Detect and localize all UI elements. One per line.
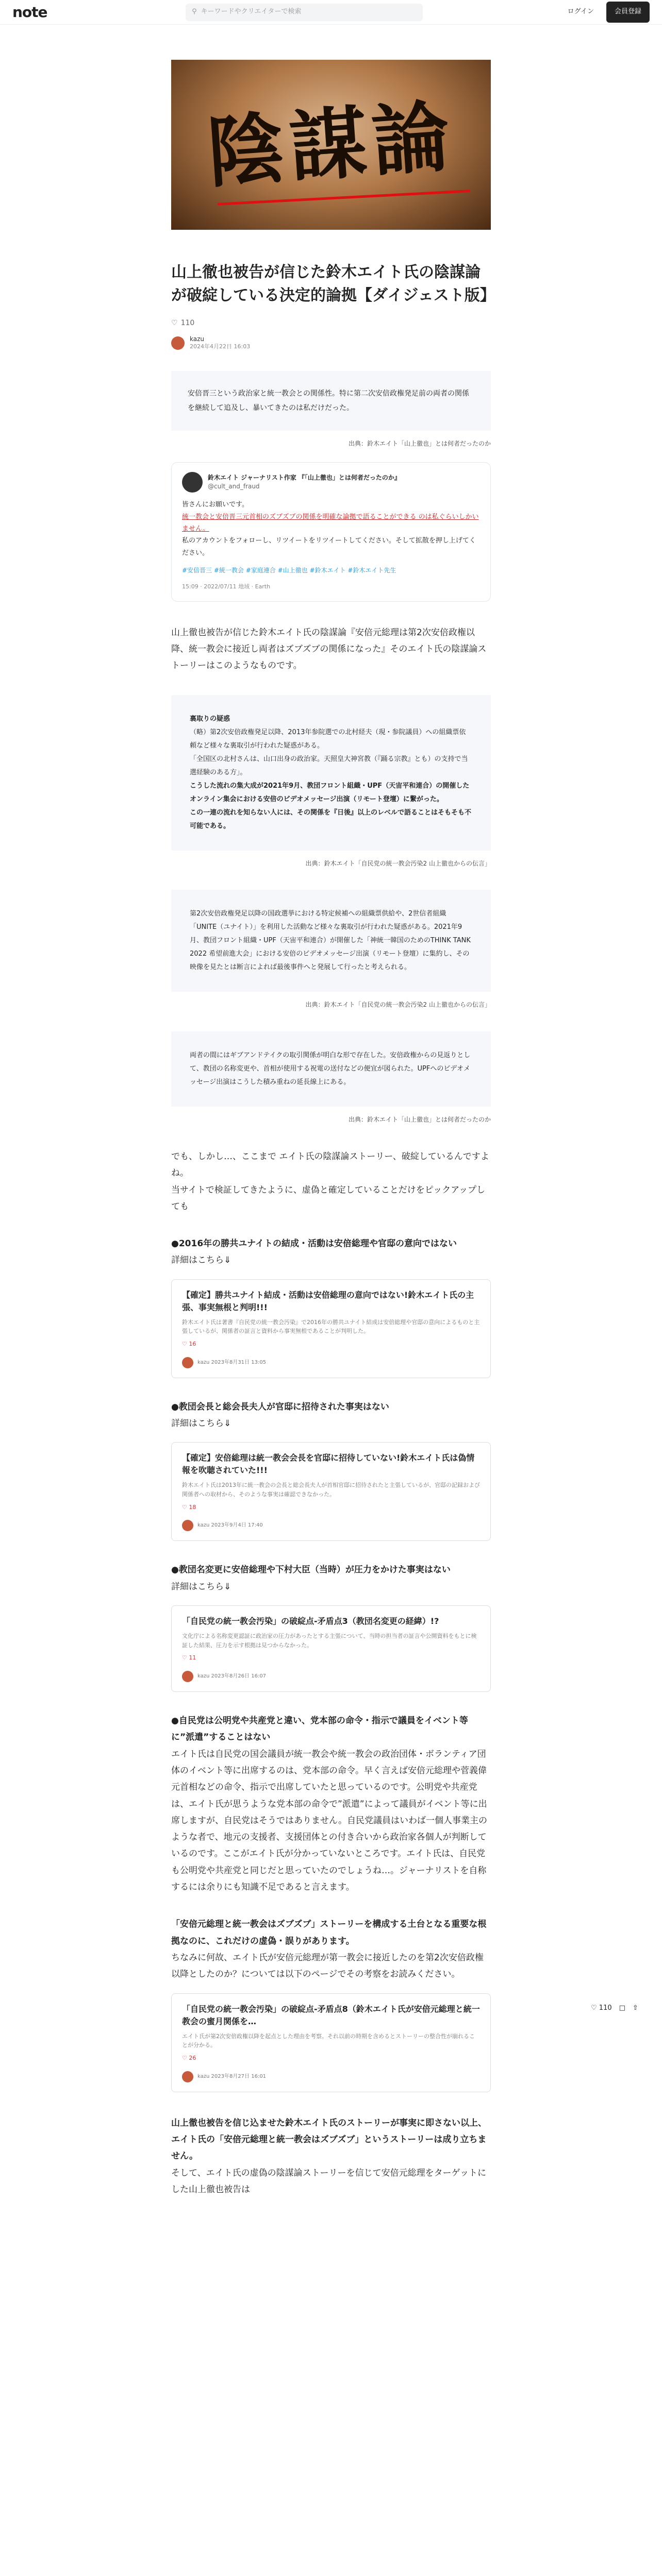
section-heading: ●自民党は公明党や共産党と違い、党本部の命令・指示で議員をイベント等に”派遣”することはない xyxy=(171,1716,468,1743)
card-title: 【確定】勝共ユナイト結成・活動は安倍総理の意向ではない!鈴木エイト氏の主張、事実無根と判明!!! xyxy=(182,1290,474,1312)
card-likes: ♡ 16 xyxy=(182,1340,196,1347)
conclusion-bold: 山上徹也被告を信じ込ませた鈴木エイト氏のストーリーが事実に即さない以上、エイト氏の「安倍元総理と統一教会はズブズブ」というストーリーは成り立ちません。 xyxy=(171,2117,487,2162)
card-footer xyxy=(182,1357,480,1368)
author-name: kazu xyxy=(190,335,204,343)
article-card[interactable] xyxy=(171,1279,491,1378)
embedded-tweet[interactable] xyxy=(171,462,491,601)
quote-heading: 裏取りの疑惑 xyxy=(190,715,230,723)
search-icon: ⚲ xyxy=(192,8,197,16)
card-likes: ♡ 18 xyxy=(182,1503,196,1511)
card-meta: kazu 2023年8月31日 13:05 xyxy=(197,1359,267,1365)
card-description: 鈴木エイト氏は著書『自民党の統一教会汚染』で2016年の勝共ユナイト結成は安倍総理や官邸の意向によるものと主張しているが、関係者の証言と資料から事実無根であることが判明した。 xyxy=(182,1318,480,1335)
article-title: 山上徹也被告が信じた鈴木エイト氏の陰謀論が破綻している決定的論拠【ダイジェスト版】 xyxy=(171,263,495,304)
card-footer xyxy=(182,2071,480,2082)
card-likes: ♡ 26 xyxy=(182,2054,196,2061)
article-main xyxy=(171,60,495,2198)
share-icon[interactable]: ⇧ xyxy=(632,2004,638,2012)
tweet-avatar xyxy=(182,472,203,493)
card-meta: kazu 2023年8月26日 16:07 xyxy=(197,1673,267,1680)
hero-image-text: 陰謀論 xyxy=(204,90,458,199)
article-card[interactable] xyxy=(171,1993,491,2092)
site-header xyxy=(0,0,662,25)
like-count: 110 xyxy=(180,319,195,327)
details-link[interactable]: 詳細はこちら⇓ xyxy=(171,1255,231,1266)
tweet-handle: @cult_and_fraud xyxy=(208,483,260,490)
avatar xyxy=(171,336,185,350)
card-footer xyxy=(182,1520,480,1531)
card-meta: kazu 2023年8月27日 16:01 xyxy=(197,2073,267,2079)
card-title: 「自民党の統一教会汚染」の破綻点-矛盾点3（教団名変更の経緯）!? xyxy=(182,1616,439,1626)
quote-cite: 出典：鈴木エイト「自民党の統一教会汚染2 山上徹也からの伝言」 xyxy=(305,859,491,867)
tweet-timestamp: 15:09 · 2022/07/11 地域 · Earth xyxy=(182,583,271,590)
tweet-line: 皆さんにお願いです。 xyxy=(182,501,249,509)
quote-text: 両者の間にはギブアンドテイクの取引関係が明白な形で存在した。安倍政権からの見返りとして、教団の名称変更や、首相が使用する祝電の送付などの便宜が図られた。UPFへのビデオメッセージ出演はこうした積み重ねの延長線上にある。 xyxy=(190,1052,471,1087)
quote-cite: 出典：鈴木エイト「山上徹也」とは何者だったのか xyxy=(348,1116,491,1124)
section-heading: 「安倍元総理と統一教会はズブズブ」ストーリーを構成する土台となる重要な根拠なのに、これだけの虚偽・誤りがあります。 xyxy=(171,1919,487,1946)
quote-cite: 出典：鈴木エイト「自民党の統一教会汚染2 山上徹也からの伝言」 xyxy=(305,1001,491,1009)
heart-icon: ♡ xyxy=(171,319,178,327)
section-heading: ●教団会長と総会長夫人が官邸に招待された事実はない xyxy=(171,1401,389,1412)
avatar xyxy=(182,1671,193,1682)
publish-date: 2024年4月22日 16:03 xyxy=(190,343,251,350)
card-footer xyxy=(182,1671,480,1682)
details-link[interactable]: 詳細はこちら⇓ xyxy=(171,1418,231,1429)
intro-paragraph: 山上徹也被告が信じた鈴木エイト氏の陰謀論『安倍元総理は第2次安倍政権以降、統一教会に接近し両者はズブズブの関係になった』そのエイト氏の陰謀論ストーリーはこのようなものです。 xyxy=(171,627,487,671)
hero-image xyxy=(171,60,491,230)
evidence-section xyxy=(171,1562,491,1692)
quote-text: （略）第2次安倍政権発足以降、2013年参院選での北村経夫（現・参院議員）への組織票依頼など様々な裏取引が行われた疑惑がある。 xyxy=(190,728,466,750)
tweet-line: 私のアカウントをフォローし、リツイートをリツイートしてください。そして拡散を押し上げてください。 xyxy=(182,537,476,557)
article-card[interactable] xyxy=(171,1605,491,1692)
author-block[interactable] xyxy=(171,335,491,351)
quote-text: こうした流れの集大成が2021年9月、教団フロント組織・UPF（天宙平和連合）の開催したオンライン集会における安倍のビデオメッセージ出演（リモート登壇）に繋がった。 xyxy=(190,782,470,803)
card-description: エイト氏が第2次安倍政権以降を起点とした理由を考察。それ以前の時期を含めるとストーリーの整合性が崩れることが分かる。 xyxy=(182,2032,475,2049)
card-title: 「自民党の統一教会汚染」の破綻点-矛盾点8（鈴木エイト氏が安倍元総理と統一教会の蜜月関係を… xyxy=(182,2004,480,2026)
conclusion-text: そして、エイト氏の虚偽の陰謀論ストーリーを信じて安倍元総理をターゲットにした山上徹也被告は xyxy=(171,2167,486,2195)
body-paragraph: ちなみに何故、エイト氏が安倍元総理が第一教会に接近したのを第2次安倍政権以降としたのか？については以下のページでその考察をお読みください。 xyxy=(171,1952,484,1980)
card-title: 【確定】安倍総理は統一教会会長を官邸に招待していない!鈴木エイト氏は偽情報を吹聴されていた!!! xyxy=(182,1453,475,1476)
card-likes: ♡ 11 xyxy=(182,1654,196,1662)
signup-button[interactable]: 会員登録 xyxy=(606,2,650,23)
evidence-section xyxy=(171,1399,491,1541)
floating-actions xyxy=(591,2002,638,2015)
tweet-author-name: 鈴木エイト ジャーナリスト作家 『「山上徹也」とは何者だったのか』 xyxy=(208,474,401,482)
article-card[interactable] xyxy=(171,1442,491,1541)
login-button[interactable]: ログイン xyxy=(567,8,594,16)
section-heading: ●2016年の勝共ユナイトの結成・活動は安倍総理や官邸の意向ではない xyxy=(171,1239,457,1249)
tweet-hashtags[interactable]: #安倍晋三 #統一教会 #家庭連合 #山上徹也 #鈴木エイト #鈴木エイト先生 xyxy=(182,567,396,574)
like-button[interactable]: ♡ 110 xyxy=(591,2004,612,2012)
card-description: 鈴木エイト氏は2013年に統一教会の会長と総会長夫人が首相官邸に招待されたと主張しているが、官邸の記録および関係者への取材から、そのような事実は確認できなかった。 xyxy=(182,1482,480,1498)
quote-cite: 出典：鈴木エイト「山上徹也」とは何者だったのか xyxy=(348,440,491,448)
like-count: 110 xyxy=(599,2004,612,2012)
section-heading: ●教団名変更に安倍総理や下村大臣（当時）が圧力をかけた事実はない xyxy=(171,1565,451,1575)
body-paragraph: でも、しかし…、ここまで エイト氏の陰謀論ストーリー、破綻しているんですよね。 xyxy=(171,1151,489,1179)
quote-text: この一連の流れを知らない人には、その関係を『日後』以上のレベルで語ることはそもそも不可能である。 xyxy=(190,808,472,830)
note-logo[interactable]: note xyxy=(12,3,47,21)
details-link[interactable]: 詳細はこちら⇓ xyxy=(171,1581,231,1592)
avatar xyxy=(182,1520,193,1531)
tweet-highlight: 統一教会と安倍晋三元首相のズブズブの関係を明確な論拠で語ることができる のは私ぐらいしかいません。 xyxy=(182,513,479,533)
header-actions xyxy=(561,2,650,23)
avatar xyxy=(182,1357,193,1368)
quote-block xyxy=(171,695,491,851)
evidence-section xyxy=(171,1235,491,1378)
tweet-header xyxy=(182,472,480,493)
quote-block xyxy=(171,1031,491,1107)
quote-text: 第2次安倍政権発足以降の国政選挙における特定候補への組織票供給や、2世信者組織「UNITE（ユナイト）」を利用した活動など様々な裏取引が行われた疑惑がある。2021年9月、教団フロント組織・UPF（天宙平和連合）が開催した「神統一韓国のためのTHINK TANK 2022 希望前進大会」における安倍のビデオメッセージ出演（リモート登壇）に集約し、その映像を見たとは断言によれば最後事件へと発展して行ったと考えられる。 xyxy=(190,910,471,972)
quote-text: 安倍晋三という政治家と統一教会との関係性。特に第二次安倍政権発足前の両者の関係を継続して追及し、暴いてきたのは私だけだった。 xyxy=(188,389,469,413)
quote-block xyxy=(171,890,491,992)
avatar xyxy=(182,2071,193,2082)
card-description: 文化庁による名称変更認証に政治家の圧力があったとする主張について、当時の担当者の証言や公開資料をもとに検証した結果、圧力を示す根拠は見つからなかった。 xyxy=(182,1633,477,1649)
quote-block xyxy=(171,371,491,431)
search-placeholder: キーワードやクリエイターで検索 xyxy=(201,8,302,16)
body-paragraph: 当サイトで検証してきたように、虚偽と確定していることだけをピックアップしても xyxy=(171,1184,485,1212)
evidence-sections xyxy=(171,1235,491,1692)
card-meta: kazu 2023年9月4日 17:40 xyxy=(197,1522,263,1529)
comment-icon[interactable]: □ xyxy=(619,2004,625,2012)
body-paragraph: エイト氏は自民党の国会議員が統一教会や統一教会の政治団体・ボランティア団体のイベント等に出席するのは、党本部の命令。早く言えば安倍元総理や菅義偉元首相などの命令、指示で出席していたと思っているのです。公明党や共産党は、エイト氏が思うような党本部の命令で”派遣”によって議員がイベント等に出席しますが、自民党はそうではありません。自民党議員はいわば一個人事業主のような者で、地元の支援者、支援団体との付き合いから政治家各個人が判断しているのです。ここがエイト氏が分かっていないところです。エイト氏は、自民党も公明党や共産党と同じだと思っていたのでしょうね…。ジャーナリストを自称するには余りにも知識不足であると言えます。 xyxy=(171,1749,488,1893)
quote-text: 「全国区の北村さんは、山口出身の政治家。天照皇大神宮教（『踊る宗教』とも）の支持で当選経験のある方」。 xyxy=(190,755,468,776)
search-input[interactable] xyxy=(186,4,423,21)
article-likes[interactable] xyxy=(171,316,491,330)
